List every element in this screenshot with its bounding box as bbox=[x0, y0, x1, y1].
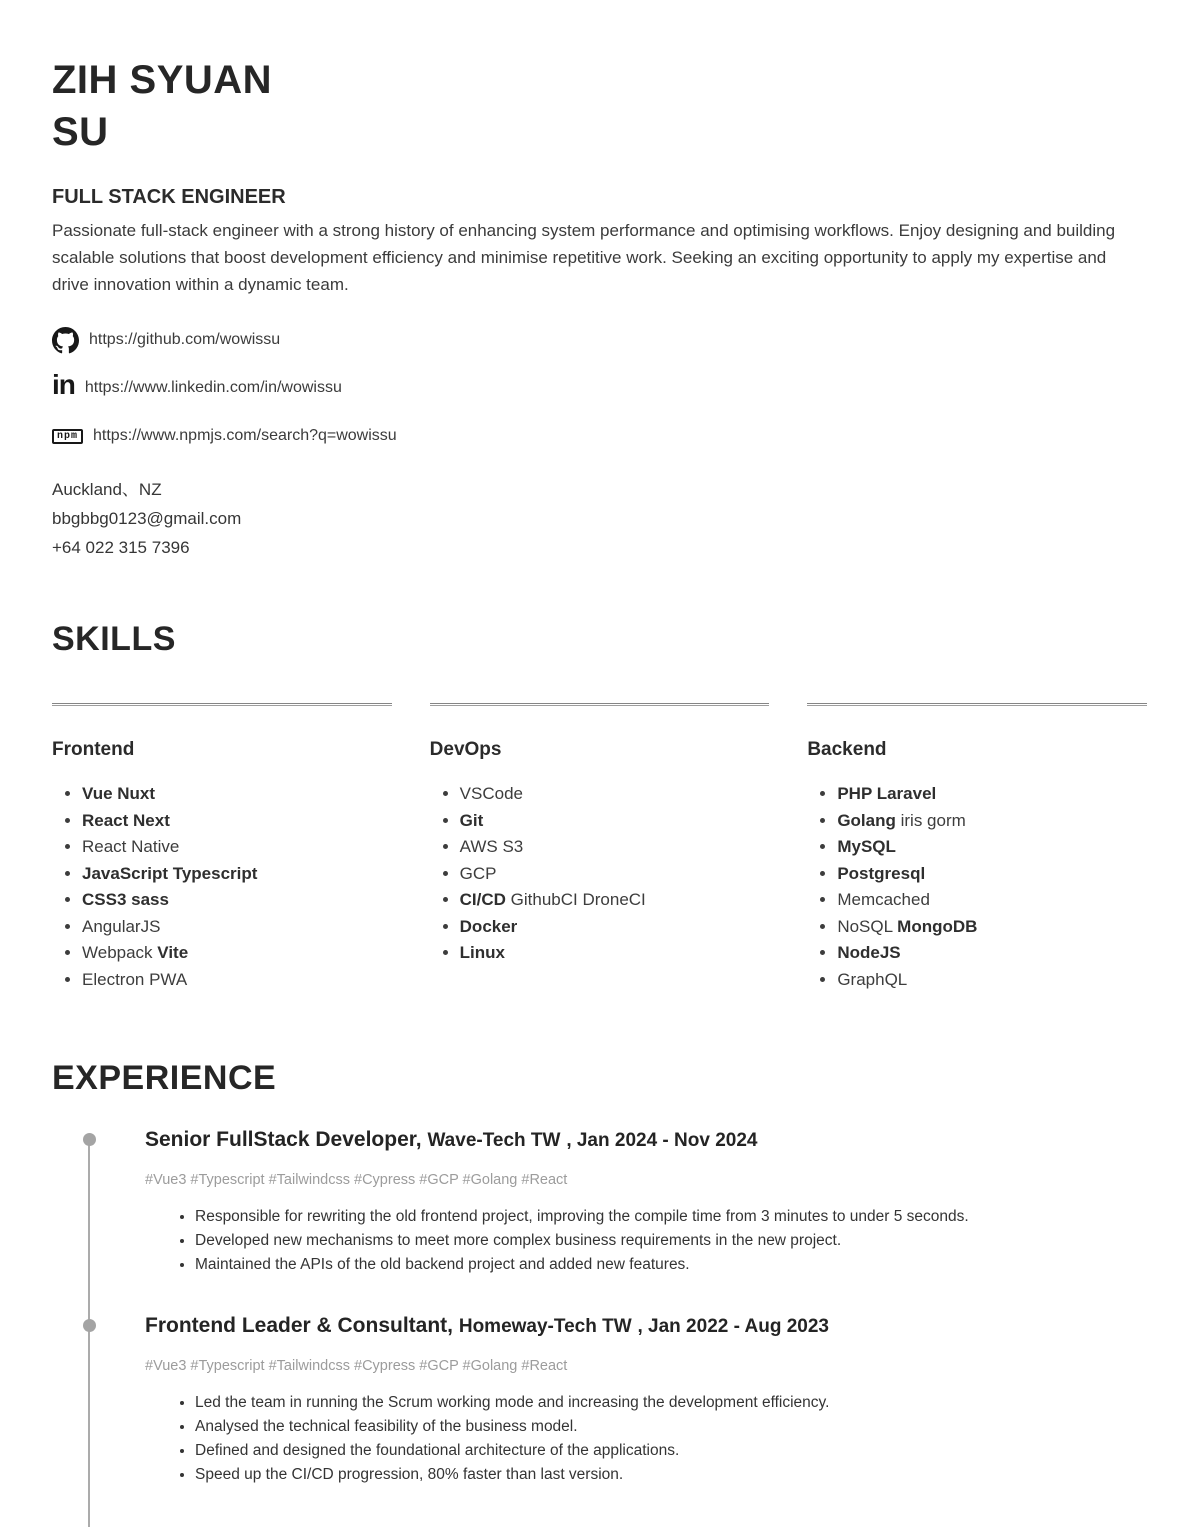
skill-text: Vue Nuxt bbox=[82, 784, 156, 803]
job-highlight-item: • Responsible for rewriting the old frontend project, improving the compile time from 3 minutes to under 5 seconds. bbox=[195, 1205, 1147, 1229]
skill-text: GCP bbox=[459, 863, 497, 883]
skill-item bbox=[460, 914, 770, 941]
skill-text: VSCode bbox=[459, 784, 523, 803]
role-title: FULL STACK ENGINEER bbox=[52, 186, 286, 208]
skill-text: React Next bbox=[82, 810, 170, 830]
skills-column-title: Backend bbox=[807, 739, 887, 760]
github-link[interactable] bbox=[52, 325, 1147, 355]
skill-text: iris gorm bbox=[895, 810, 966, 830]
job-tags: #Vue3 #Typescript #Tailwindcss #Cypress #GCP #Golang #React bbox=[145, 1358, 568, 1374]
skill-item bbox=[82, 861, 392, 888]
skill-item bbox=[460, 887, 770, 914]
skill-text: Git bbox=[459, 810, 484, 830]
column-rule bbox=[807, 703, 1147, 706]
skills-list bbox=[52, 781, 392, 993]
column-rule bbox=[430, 703, 770, 706]
skills-list bbox=[430, 781, 770, 967]
skill-text: JavaScript Typescript bbox=[82, 863, 258, 883]
job-highlight-item: • Led the team in running the Scrum working mode and increasing the development efficiency. bbox=[195, 1391, 1147, 1415]
skill-text: AWS S3 bbox=[459, 837, 524, 856]
phone-text: +64 022 315 7396 bbox=[52, 538, 190, 557]
job-role: Senior FullStack Developer, bbox=[145, 1128, 422, 1151]
person-name bbox=[52, 54, 1147, 158]
skill-text: Linux bbox=[459, 943, 505, 962]
skill-item bbox=[837, 967, 1147, 994]
linkedin-link[interactable] bbox=[52, 369, 1147, 403]
skill-item bbox=[460, 861, 770, 888]
experience-entry bbox=[145, 1312, 1147, 1487]
skills-column bbox=[430, 703, 770, 993]
skill-item bbox=[460, 940, 770, 967]
skill-text: Webpack bbox=[82, 943, 158, 962]
skill-text: MongoDB bbox=[897, 916, 978, 936]
links-section bbox=[52, 325, 1147, 451]
github-url: https://github.com/wowissu bbox=[89, 331, 281, 348]
skill-item bbox=[837, 887, 1147, 914]
linkedin-url: https://www.linkedin.com/in/wowissu bbox=[84, 379, 342, 396]
skill-text: Docker bbox=[459, 916, 518, 936]
skills-column bbox=[807, 703, 1147, 993]
experience-heading: EXPERIENCE bbox=[52, 1059, 277, 1097]
skill-text: GithubCI DroneCI bbox=[505, 890, 646, 909]
job-highlight-item: • Maintained the APIs of the old backend project and added new features. bbox=[195, 1253, 1147, 1277]
skill-item bbox=[837, 914, 1147, 941]
timeline bbox=[52, 1126, 1147, 1487]
skill-text: CI/CD bbox=[459, 890, 506, 909]
skill-item bbox=[837, 781, 1147, 808]
skill-item bbox=[837, 861, 1147, 888]
column-rule bbox=[52, 703, 392, 706]
npm-link[interactable] bbox=[52, 421, 1147, 451]
person-name-line1: ZIH SYUAN bbox=[52, 58, 273, 102]
experience-entry bbox=[145, 1126, 1147, 1277]
skill-item bbox=[82, 940, 392, 967]
job-dates: , Jan 2024 - Nov 2024 bbox=[566, 1130, 758, 1151]
skill-item bbox=[460, 781, 770, 808]
contact-section bbox=[52, 475, 1147, 562]
skill-item bbox=[460, 808, 770, 835]
linkedin-icon: in bbox=[52, 369, 75, 400]
job-highlight-item: • Analysed the technical feasibility of the business model. bbox=[195, 1415, 1147, 1439]
timeline-dot-icon bbox=[83, 1133, 96, 1146]
skill-text: Golang bbox=[837, 810, 896, 830]
skills-heading: SKILLS bbox=[52, 620, 176, 658]
skill-item bbox=[82, 834, 392, 861]
skill-text: Vite bbox=[157, 943, 189, 962]
skill-item bbox=[460, 834, 770, 861]
timeline-line bbox=[88, 1142, 90, 1527]
skill-text: CSS3 sass bbox=[82, 890, 169, 909]
skills-grid bbox=[52, 703, 1147, 993]
skill-text: GraphQL bbox=[837, 969, 908, 989]
skill-text: Memcached bbox=[837, 890, 930, 909]
person-name-line2: SU bbox=[52, 110, 109, 154]
skills-column bbox=[52, 703, 392, 993]
job-highlight-item: • Speed up the CI/CD progression, 80% faster than last version. bbox=[195, 1463, 1147, 1487]
skills-list bbox=[807, 781, 1147, 993]
skill-item bbox=[82, 914, 392, 941]
job-highlights bbox=[145, 1391, 1147, 1487]
job-tags: #Vue3 #Typescript #Tailwindcss #Cypress #GCP #Golang #React bbox=[145, 1172, 568, 1188]
job-highlight-item: • Developed new mechanisms to meet more complex business requirements in the new project. bbox=[195, 1229, 1147, 1253]
job-role: Frontend Leader & Consultant, bbox=[145, 1314, 454, 1337]
skill-item bbox=[837, 808, 1147, 835]
job-dates: , Jan 2022 - Aug 2023 bbox=[637, 1316, 829, 1337]
job-title bbox=[145, 1312, 1147, 1341]
job-company: Wave-Tech TW bbox=[427, 1130, 561, 1151]
skill-item bbox=[82, 808, 392, 835]
timeline-dot-icon bbox=[83, 1319, 96, 1332]
skills-column-title: DevOps bbox=[429, 739, 502, 760]
skill-item bbox=[837, 940, 1147, 967]
skill-text: NoSQL bbox=[837, 916, 898, 936]
skill-item bbox=[82, 887, 392, 914]
email-text: bbgbbg0123@gmail.com bbox=[52, 509, 242, 528]
location-text: Auckland、NZ bbox=[52, 480, 162, 499]
skill-item bbox=[82, 781, 392, 808]
skill-text: PHP Laravel bbox=[837, 784, 937, 803]
skill-item bbox=[82, 967, 392, 994]
skills-column-title: Frontend bbox=[52, 739, 135, 760]
npm-icon: npm bbox=[52, 429, 83, 444]
skill-text: MySQL bbox=[837, 837, 896, 856]
skill-text: Electron PWA bbox=[82, 969, 188, 989]
skill-text: React Native bbox=[82, 837, 180, 856]
skill-text: Postgresql bbox=[837, 863, 926, 883]
job-title bbox=[145, 1126, 1147, 1155]
skill-text: NodeJS bbox=[837, 943, 901, 962]
npm-url: https://www.npmjs.com/search?q=wowissu bbox=[93, 427, 397, 444]
github-icon bbox=[52, 327, 79, 354]
summary-paragraph: Passionate full-stack engineer with a strong history of enhancing system performance and optimising workflows. Enjoy designing and building scalable solutions that boost development efficiency and minimise repetitive work. Seeking an exciting opportunity to apply my expertise and drive innovation within a dynamic team. bbox=[52, 221, 1116, 294]
skill-item bbox=[837, 834, 1147, 861]
skill-text: AngularJS bbox=[82, 916, 161, 936]
job-company: Homeway-Tech TW bbox=[458, 1316, 632, 1337]
job-highlights bbox=[145, 1205, 1147, 1277]
job-highlight-item: • Defined and designed the foundational architecture of the applications. bbox=[195, 1439, 1147, 1463]
